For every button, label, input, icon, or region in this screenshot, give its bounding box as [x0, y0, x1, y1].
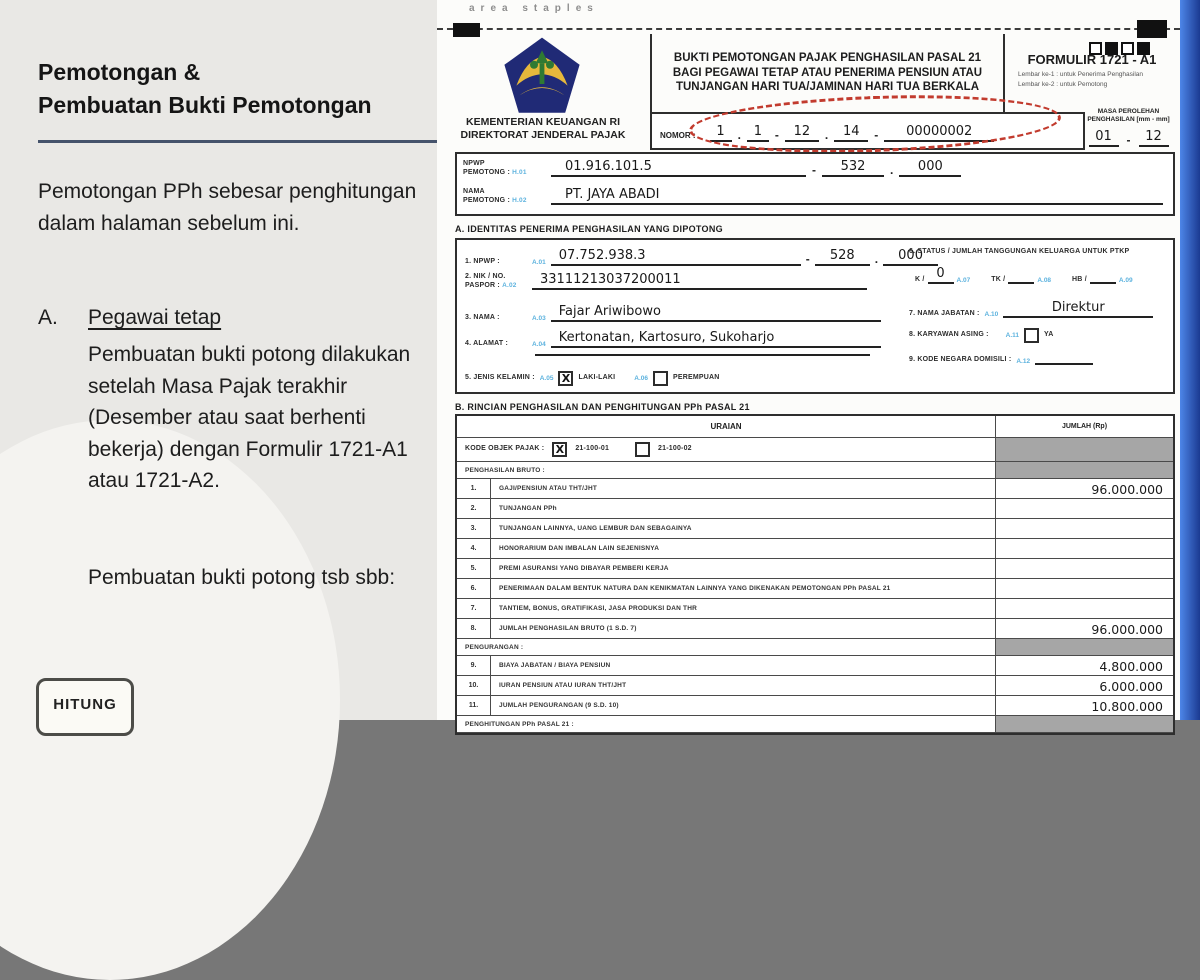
row-label: PREMI ASURANSI YANG DIBAYAR PEMBERI KERJA: [499, 565, 669, 572]
nomor-separator: .: [824, 128, 829, 142]
k-value: 0: [928, 266, 954, 284]
kode-amount-cell: [995, 438, 1173, 461]
table-row: [457, 579, 1173, 599]
slide-right-edge-bar: [1180, 0, 1200, 720]
npwp-pemotong-value: 01.916.101.5: [551, 159, 806, 177]
table-row: [457, 462, 1173, 479]
uraian-column-header: URAIAN: [710, 422, 742, 431]
tk-value: [1008, 282, 1034, 284]
registration-mark-right: [1137, 20, 1167, 38]
staples-dashed-line: [437, 28, 1180, 30]
nama-value: Fajar Ariwibowo: [551, 304, 881, 322]
nomor-separator: -: [774, 128, 779, 142]
row-amount: 6.000.000: [995, 676, 1173, 695]
registration-mark-left: [453, 23, 480, 37]
agency-line1: KEMENTERIAN KEUANGAN RI: [465, 116, 620, 128]
table-row: [457, 519, 1173, 539]
npwp-status: 000: [883, 248, 938, 266]
tax-form-1721a1: [437, 0, 1180, 728]
agency-name: [437, 116, 649, 141]
laki-laki-checkbox: X: [558, 371, 573, 386]
nomor-part: 14: [834, 124, 868, 142]
field-npwp: 1. NPWP : A.01 07.752.938.3 - 528 . 000: [465, 248, 938, 266]
formulir-number: FORMULIR 1721 - A1: [1027, 52, 1157, 67]
row-amount: [995, 539, 1173, 558]
npwp-pemotong-cabang: 532: [822, 159, 884, 177]
alamat-value: Kertonatan, Kartosuro, Sukoharjo: [551, 330, 881, 348]
row-number: 10.: [457, 676, 491, 695]
masa-from: 01: [1089, 129, 1119, 147]
slide-title: [38, 56, 438, 123]
table-row: [457, 676, 1173, 696]
section-label: PENGHASILAN BRUTO :: [465, 466, 545, 474]
table-row: [457, 696, 1173, 716]
row-amount: [995, 599, 1173, 618]
pemotong-box: [455, 152, 1175, 216]
lembar-notes: [1012, 70, 1172, 90]
table-row: [457, 656, 1173, 676]
section-label: PENGHITUNGAN PPh PASAL 21 :: [465, 720, 574, 728]
npwp-pemotong-status: 000: [899, 159, 961, 177]
row-label: HONORARIUM DAN IMBALAN LAIN SEJENISNYA: [499, 545, 660, 552]
hb-value: [1090, 282, 1116, 284]
kode-objek-label: KODE OBJEK PAJAK :: [465, 445, 545, 453]
masa-perolehan: [1082, 108, 1175, 147]
nik-value: 33111213037200011: [532, 272, 867, 290]
list-item-a-body: Pembuatan bukti potong dilakukan setelah Masa Pajak terakhir (Desember atau saat berhenti bekerja) dengan Formulir 1721-A1 atau 1721-A2.: [88, 343, 411, 492]
nomor-box: [650, 112, 1085, 150]
table-row: [457, 716, 1173, 733]
masa-label-line1: MASA PEROLEHAN: [1097, 108, 1160, 115]
form-header-cell: [650, 34, 1005, 112]
row-number: 5.: [457, 559, 491, 578]
masa-to: 12: [1139, 129, 1169, 147]
npwp-pemotong-label: NPWP PEMOTONG : H.01: [463, 159, 527, 176]
kemenkeu-logo: [499, 36, 585, 116]
field-status-ptkp: 6. STATUS / JUMLAH TANGGUNGAN KELUARGA UNTUK PTKP: [909, 248, 1130, 255]
nomor-value: [710, 124, 995, 142]
row-number: 8.: [457, 619, 491, 638]
nomor-part: 12: [785, 124, 819, 142]
row-label: TUNJANGAN LAINNYA, UANG LEMBUR DAN SEBAGAINYA: [499, 525, 692, 532]
kode-negara-value: [1035, 363, 1093, 365]
row-amount: 96.000.000: [995, 479, 1173, 498]
nama-pemotong-code: H.02: [512, 196, 527, 204]
section-amount-cell: [995, 462, 1173, 478]
npwp-pemotong-row: NPWP PEMOTONG : H.01 01.916.101.5 - 532 . 000: [457, 159, 1173, 177]
field-alamat: 4. ALAMAT : A.04 Kertonatan, Kartosuro, Sukoharjo: [465, 330, 881, 348]
nomor-part: 1: [710, 124, 732, 142]
field-kode-negara: 9. KODE NEGARA DOMISILI : A.12: [909, 356, 1093, 365]
slide-title-line2: Pembuatan Bukti Pemotongan: [38, 92, 372, 119]
row-label: IURAN PENSIUN ATAU IURAN THT/JHT: [499, 682, 627, 689]
closing-paragraph: Pembuatan bukti potong tsb sbb:: [88, 566, 396, 589]
area-staples-label: area staples: [469, 3, 599, 14]
lembar-note-1: Lembar ke-1 : untuk Penerima Penghasilan: [1018, 71, 1144, 78]
nama-pemotong-value: PT. JAYA ABADI: [551, 187, 1163, 205]
field-nama: 3. NAMA : A.03 Fajar Ariwibowo: [465, 304, 881, 322]
row-number: 4.: [457, 539, 491, 558]
row-number: 7.: [457, 599, 491, 618]
row-amount: 4.800.000: [995, 656, 1173, 675]
npwp-cabang: 528: [815, 248, 870, 266]
row-amount: 10.800.000: [995, 696, 1173, 715]
table-row: [457, 499, 1173, 519]
hitung-button[interactable]: HITUNG: [36, 678, 134, 736]
table-row: [457, 619, 1173, 639]
nama-pemotong-label: NAMA PEMOTONG : H.02: [463, 187, 527, 204]
row-label: TUNJANGAN PPh: [499, 505, 557, 512]
field-jenis-kelamin: 5. JENIS KELAMIN : A.05 X LAKI-LAKI A.06 PEREMPUAN: [465, 372, 720, 385]
nomor-separator: -: [874, 128, 879, 142]
intro-paragraph: Pemotongan PPh sebesar penghitungan dalam halaman sebelum ini.: [38, 180, 417, 235]
row-label: TANTIEM, BONUS, GRATIFIKASI, JASA PRODUKSI DAN THR: [499, 605, 698, 612]
kode-objek-pajak-row: KODE OBJEK PAJAK : X 21-100-01 21-100-02: [457, 438, 1173, 462]
section-label: PENGURANGAN :: [465, 643, 524, 651]
masa-label-line2: PENGHASILAN [mm - mm]: [1087, 116, 1170, 124]
row-amount: [995, 559, 1173, 578]
agency-line2: DIREKTORAT JENDERAL PAJAK: [460, 128, 626, 141]
table-row: [457, 539, 1173, 559]
lembar-note-2: Lembar ke-2 : untuk Pemotong: [1018, 80, 1108, 88]
kode-21-100-01-checkbox: X: [552, 442, 567, 457]
row-amount: [995, 579, 1173, 598]
table-header-row: [457, 416, 1173, 438]
npwp-pemotong-code: H.01: [512, 168, 527, 176]
row-number: 9.: [457, 656, 491, 675]
section-b-title: B. RINCIAN PENGHASILAN DAN PENGHITUNGAN PPh PASAL 21: [455, 402, 750, 412]
table-row: [457, 479, 1173, 499]
nomor-separator: .: [737, 128, 741, 142]
row-number: 11.: [457, 696, 491, 715]
table-row: [457, 639, 1173, 656]
section-a-box: [455, 238, 1175, 394]
list-marker-a: A.: [38, 306, 58, 329]
section-b-table: [455, 414, 1175, 735]
section-a-title: A. IDENTITAS PENERIMA PENGHASILAN YANG DIPOTONG: [455, 224, 723, 234]
row-label: GAJI/PENSIUN ATAU THT/JHT: [499, 485, 598, 492]
row-number: 2.: [457, 499, 491, 518]
title-underline-rule: [38, 140, 437, 143]
row-number: 6.: [457, 579, 491, 598]
npwp-value: 07.752.938.3: [551, 248, 801, 266]
row-label: BIAYA JABATAN / BIAYA PENSIUN: [499, 662, 611, 669]
jumlah-column-header: JUMLAH (Rp): [995, 416, 1173, 437]
row-label: JUMLAH PENGURANGAN (9 S.D. 10): [499, 702, 619, 709]
karyawan-asing-checkbox: [1024, 328, 1039, 343]
masa-dash: -: [1126, 133, 1131, 148]
section-amount-cell: [995, 639, 1173, 655]
table-body: [457, 462, 1173, 733]
row-label: JUMLAH PENGHASILAN BRUTO (1 S.D. 7): [499, 625, 637, 632]
perempuan-checkbox: [653, 371, 668, 386]
field-tanggungan: K / 0 A.07 TK / A.08 HB / A.09: [915, 266, 1133, 285]
list-item-a-title: Pegawai tetap: [88, 306, 222, 329]
nama-pemotong-row: [457, 187, 1173, 205]
row-amount: 96.000.000: [995, 619, 1173, 638]
table-row: [457, 559, 1173, 579]
field-nik: 2. NIK / NO. PASPOR : A.02 33111213037200011: [465, 272, 867, 290]
row-label: PENERIMAAN DALAM BENTUK NATURA DAN KENIKMATAN LAINNYA YANG DIKENAKAN PEMOTONGAN PPh PASAL 21: [499, 585, 891, 592]
nomor-part: 00000002: [884, 124, 994, 142]
kode-21-100-02-checkbox: [635, 442, 650, 457]
section-amount-cell: [995, 716, 1173, 732]
slide-title-line1: Pemotongan &: [38, 59, 201, 85]
row-amount: [995, 499, 1173, 518]
nomor-part: 1: [747, 124, 769, 142]
form-header-title: BUKTI PEMOTONGAN PAJAK PENGHASILAN PASAL 21 BAGI PEGAWAI TETAP ATAU PENERIMA PENSIUN ATAU TUNJANGAN HARI TUA/JAMINAN HARI TUA BERKALA: [672, 51, 983, 94]
row-amount: [995, 519, 1173, 538]
row-number: 3.: [457, 519, 491, 538]
jabatan-value: Direktur: [1003, 300, 1153, 318]
field-alamat-continuation: [535, 354, 870, 356]
table-row: [457, 599, 1173, 619]
field-karyawan-asing: 8. KARYAWAN ASING : A.11 YA: [909, 328, 1054, 343]
field-jabatan: 7. NAMA JABATAN : A.10 Direktur: [909, 300, 1153, 318]
row-number: 1.: [457, 479, 491, 498]
alamat-continuation-line: [535, 354, 870, 356]
nomor-label: NOMOR :: [660, 131, 696, 140]
